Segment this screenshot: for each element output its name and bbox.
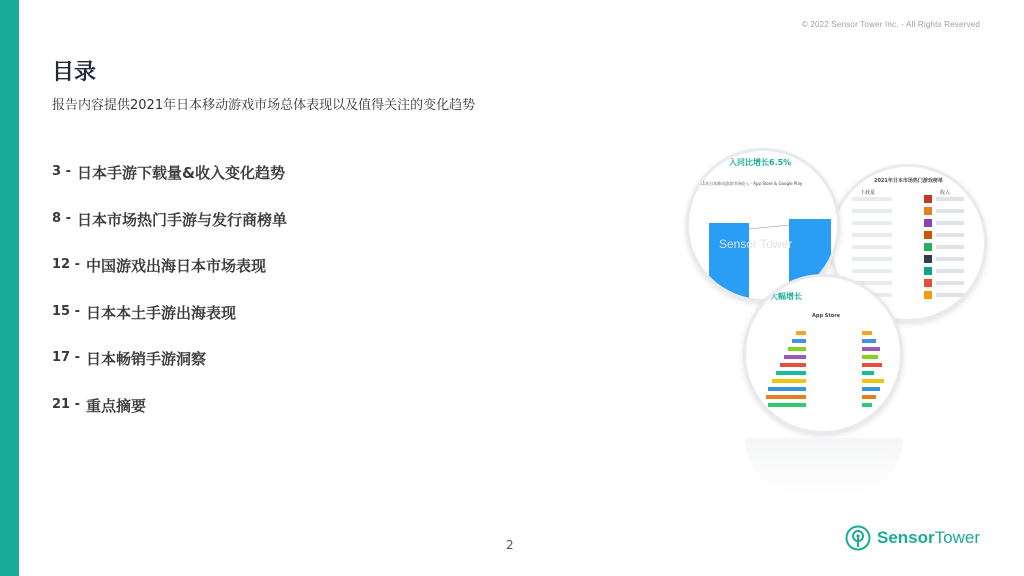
thumbnail-bar-graphic (746, 277, 903, 434)
toc-item-label: 中国游戏出海日本市场表现 (86, 257, 267, 275)
thumbnail-reflection (745, 438, 903, 496)
page-number: 2 (506, 538, 514, 552)
page-title: 目录 (52, 60, 97, 85)
toc-item-label: 日本畅销手游洞察 (86, 350, 207, 368)
thumbnail-column-label: 收入 (940, 190, 951, 196)
thumbnail-watermark: Sensor Tower (719, 237, 793, 251)
toc-item-label: 日本市场热门手游与发行商榜单 (76, 210, 287, 229)
toc-item[interactable] (52, 395, 287, 442)
thumbnail-column-label: 下载量 (860, 190, 876, 196)
toc-item[interactable] (52, 162, 287, 209)
toc-item-label: 日本本土手游出海表现 (86, 303, 237, 322)
toc-page-number: 15 - (52, 303, 81, 319)
toc-item[interactable] (52, 255, 287, 302)
toc-item[interactable] (52, 348, 287, 395)
toc-item[interactable] (52, 302, 287, 349)
sensor-tower-logo (845, 525, 980, 551)
sensor-tower-logo-icon (845, 525, 871, 551)
page-subtitle: 报告内容提供2021年日本移动游戏市场总体表现以及值得关注的变化趋势 (52, 98, 476, 113)
accent-bar (0, 0, 19, 576)
thumbnail-caption: 2021年日本移动游戏市场收入 - App Store & Google Play (695, 181, 803, 186)
thumbnail-heading: 大幅增长 (770, 292, 802, 301)
toc-page-number: 21 - (52, 396, 81, 412)
toc-page-number: 17 - (52, 350, 81, 365)
logo-wordmark: SensorTower (877, 528, 980, 547)
thumbnail-store-label: App Store (812, 313, 841, 319)
table-of-contents (52, 162, 287, 441)
toc-item-label: 重点摘要 (86, 396, 147, 415)
copyright-notice: © 2022 Sensor Tower Inc. - All Rights Reserved (801, 20, 980, 29)
thumbnail-heading: 2021年日本市场热门游戏榜单 (874, 178, 943, 184)
toc-item-label: 日本手游下载量&收入变化趋势 (76, 164, 286, 182)
thumbnail-growth-chart (743, 274, 903, 434)
thumbnail-heading: 入同比增长6.5% (729, 158, 792, 167)
toc-page-number: 8 - (52, 210, 71, 226)
toc-item[interactable] (52, 209, 287, 256)
toc-page-number: 12 - (52, 257, 81, 272)
toc-page-number: 3 - (52, 164, 71, 179)
